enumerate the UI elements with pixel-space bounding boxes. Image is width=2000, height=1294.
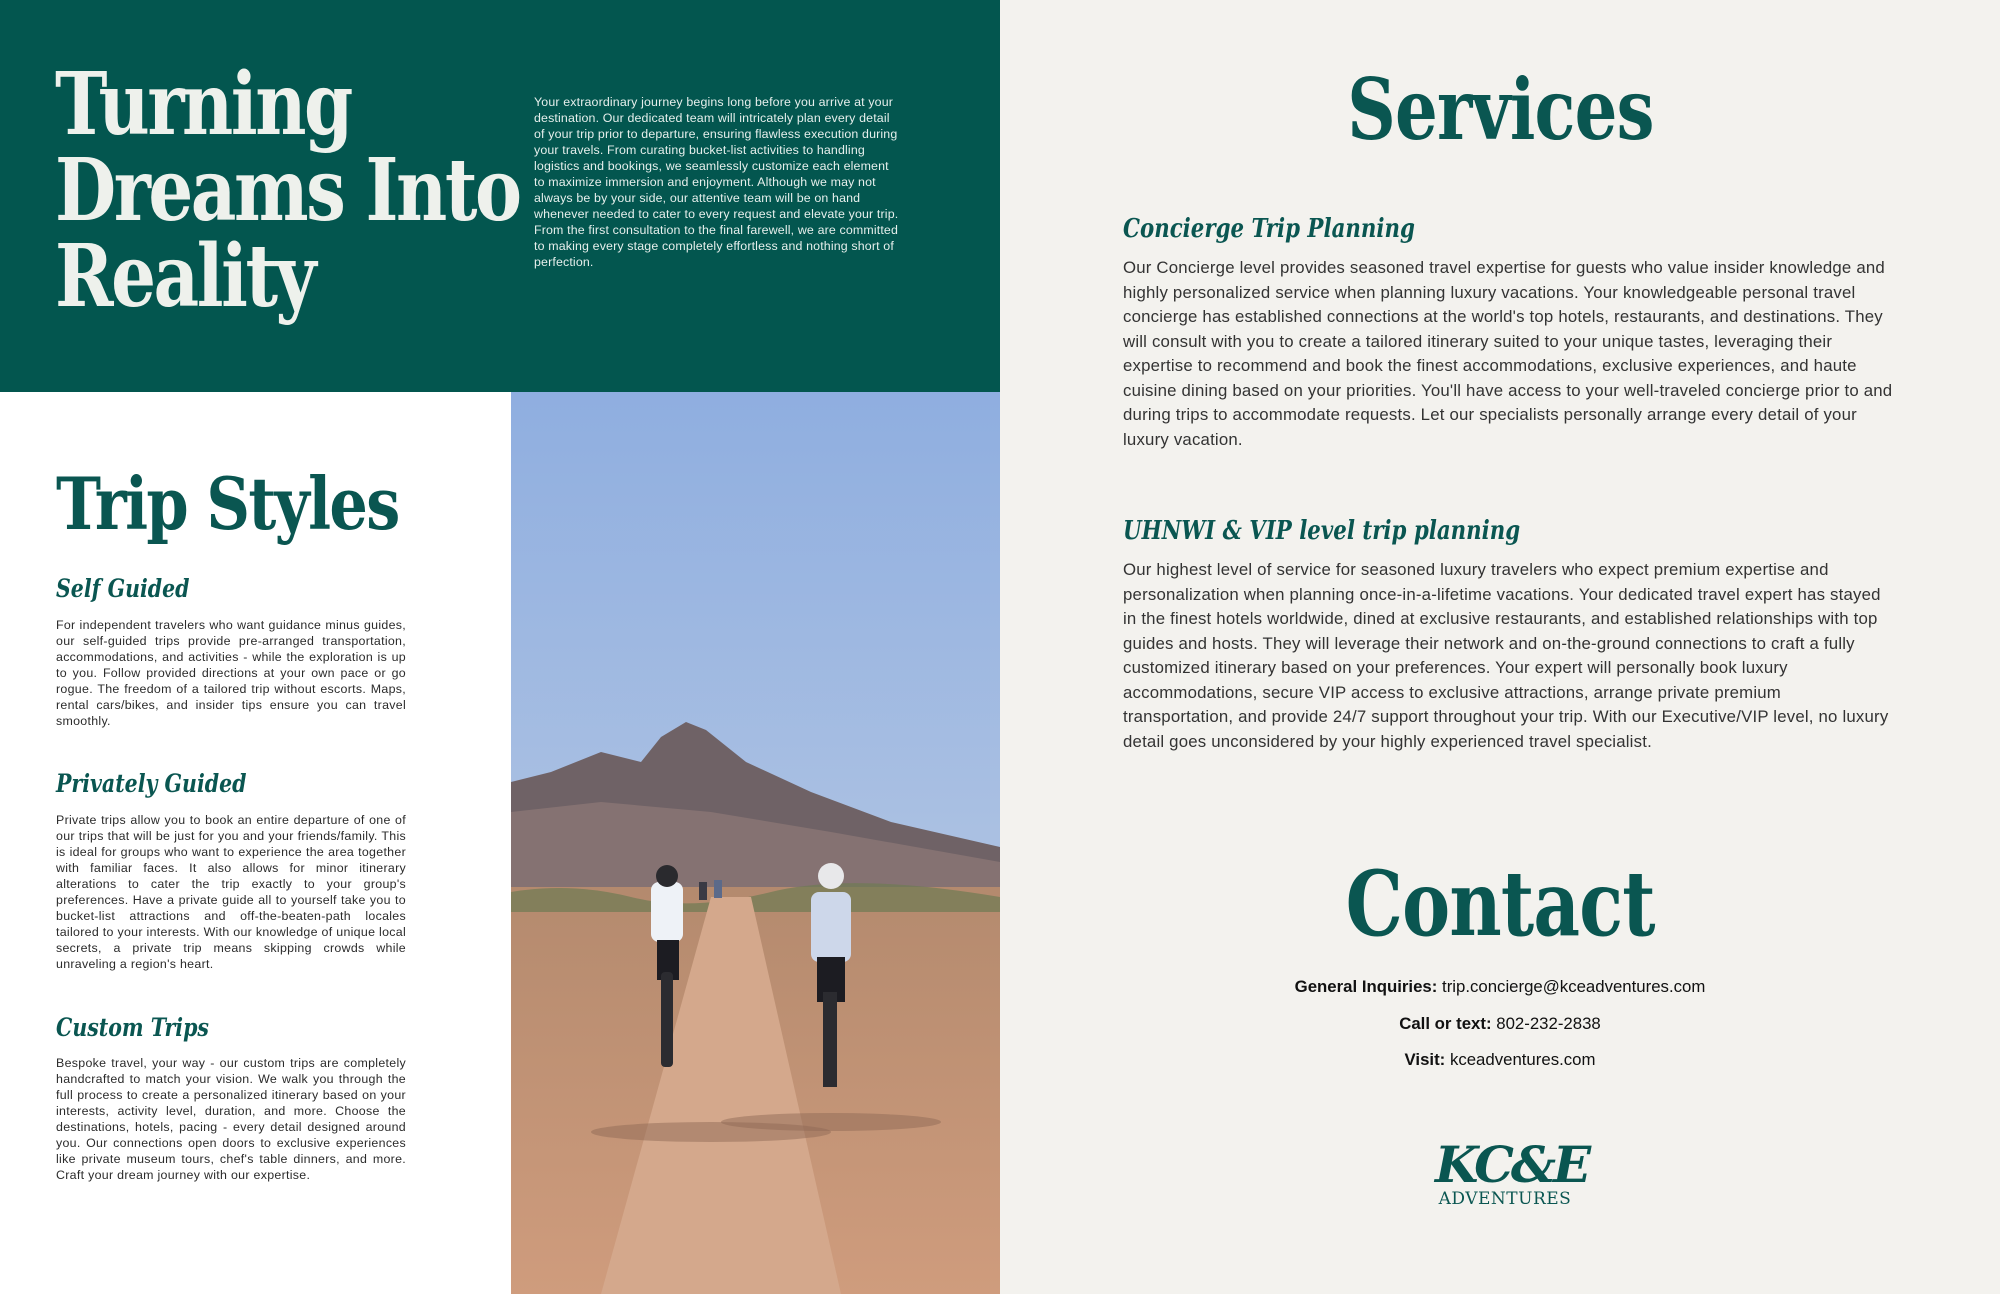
vip-text: Our highest level of service for seasoned luxury travelers who expect premium expertise and personalization when planning once-in-a-lifetime vacations. Your dedicated travel expert has stayed in the finest hotels worldwide, dined at exclusive restaurants, and established relationships with top guides and hosts. They will leverage their network and on-the-ground connections to craft a fully customized itinerary based on your preferences. Your expert will personally book luxury accommodations, secure VIP access to exclusive attractions, arrange private premium transportation, and provide 24/7 support throughout your trip. With our Executive/VIP level, no luxury detail goes unconsidered by your highly experienced travel specialist. xyxy=(1123,560,1889,751)
cyclists-photo xyxy=(511,392,1000,1294)
concierge-heading: Concierge Trip Planning xyxy=(1123,214,1415,244)
kce-logo xyxy=(1435,1135,1589,1220)
trip-styles-title: Trip Styles xyxy=(56,461,399,546)
logo-subtitle: ADVENTURES xyxy=(1438,1189,1572,1209)
privately-guided-heading: Privately Guided xyxy=(56,769,247,798)
hero-title-line: Dreams Into xyxy=(55,140,520,241)
hero-title xyxy=(55,54,520,327)
hero-title-line: Turning xyxy=(55,54,351,155)
self-guided-heading: Self Guided xyxy=(56,574,190,603)
contact-label: Call or text: xyxy=(1399,1014,1492,1033)
desert-cycling-image xyxy=(511,392,1000,1294)
hero-banner xyxy=(0,0,1000,392)
contact-title: Contact xyxy=(1345,851,1655,957)
contact-email[interactable]: trip.concierge@kceadventures.com xyxy=(1442,977,1706,996)
privately-guided-text: Private trips allow you to book an entire departure of one of our trips that will be just for you and your friends/family. This is ideal for groups who want to experience the area together with familiar faces. It also allows for minor itinerary alterations to cater the trip exactly to your group's preferences. Have a private guide all to yourself take you to bucket-list attractions and off-the-beaten-path locales tailored to your interests. With our knowledge of unique local secrets, a private trip means skipping crowds while unraveling a region's heart. xyxy=(56,813,406,971)
hero-title-line: Reality xyxy=(55,226,315,327)
services-title: Services xyxy=(1346,60,1654,159)
self-guided-text: For independent travelers who want guidance minus guides, our self-guided trips provide pre-arranged transportation, accommodations, and activities - while the exploration is up to you. Follow provided directions at your own pace or go rogue. The freedom of a tailored trip without escorts. Maps, rental cars/bikes, and insider tips ensure you can travel smoothly. xyxy=(56,618,406,728)
contact-label: General Inquiries: xyxy=(1294,977,1438,996)
custom-trips-heading: Custom Trips xyxy=(56,1013,209,1042)
contact-general-inquiries xyxy=(1000,976,2000,998)
vip-heading: UHNWI & VIP level trip planning xyxy=(1123,516,1521,546)
contact-phone-number[interactable]: 802-232-2838 xyxy=(1496,1014,1601,1033)
hero-paragraph: Your extraordinary journey begins long before you arrive at your destination. Our dedicated team will intricately plan every detail of your trip prior to departure, ensuring flawless execution during your travels. From curating bucket-list activities to handling logistics and bookings, we seamlessly customize each element to maximize immersion and enjoyment. Although we may not always be by your side, our attentive team will be on hand whenever needed to cater to every request and elevate your trip. From the first consultation to the final farewell, we are committed to making every stage completely effortless and nothing short of perfection. xyxy=(534,95,899,269)
custom-trips-text: Bespoke travel, your way - our custom trips are completely handcrafted to match your vision. We walk you through the full process to create a personalized itinerary based on your interests, activity level, duration, and more. Choose the destinations, hotels, pacing - every detail designed around you. Our connections open doors to exclusive experiences like private museum tours, chef's table dinners, and more. Craft your dream journey with our expertise. xyxy=(56,1056,406,1182)
logo-mark: KC&E xyxy=(1435,1135,1589,1194)
contact-label: Visit: xyxy=(1404,1050,1446,1069)
concierge-text: Our Concierge level provides seasoned travel expertise for guests who value insider knowledge and highly personalized service when planning luxury vacations. Your knowledgeable personal travel concierge has established connections at the world's top hotels, restaurants, and destinations. They will consult with you to create a tailored itinerary suited to your unique tastes, leveraging their expertise to recommend and book the finest accommodations, exclusive experiences, and haute cuisine dining based on your priorities. You'll have access to your well-traveled concierge prior to and during trips to accommodate requests. Let our specialists personally arrange every detail of your luxury vacation. xyxy=(1123,258,1893,449)
contact-website-link[interactable]: kceadventures.com xyxy=(1449,1050,1596,1069)
contact-website xyxy=(1000,1049,2000,1071)
contact-phone xyxy=(1000,1013,2000,1035)
